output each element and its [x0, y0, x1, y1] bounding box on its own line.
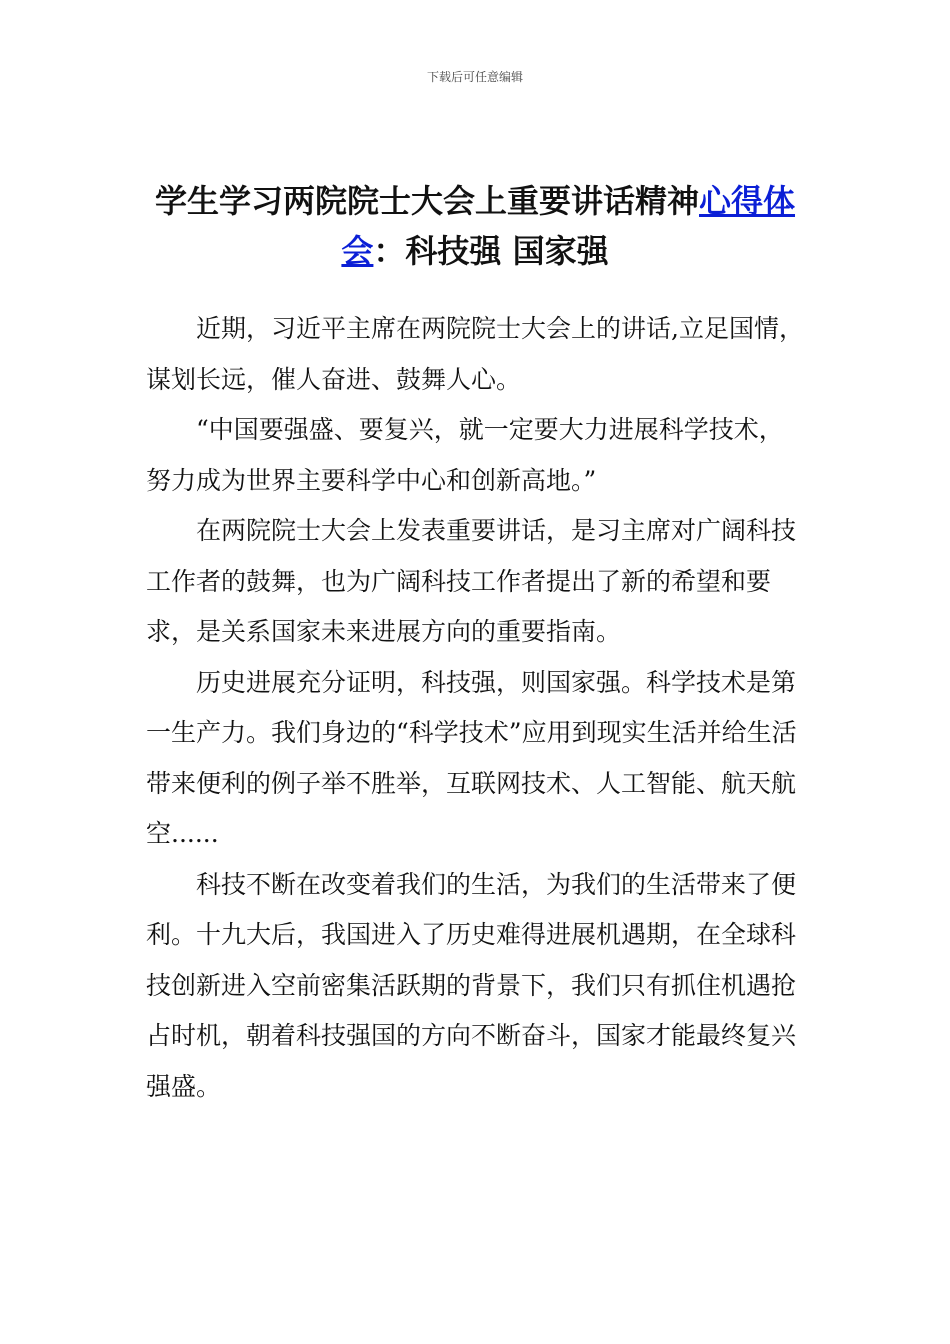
paragraph: 在两院院士大会上发表重要讲话，是习主席对广阔科技工作者的鼓舞，也为广阔科技工作者提出了新的希望和要求，是关系国家未来进展方向的重要指南。	[146, 516, 797, 646]
header-note: 下载后可任意编辑	[426, 70, 523, 84]
document-title	[140, 176, 810, 276]
document-body	[146, 304, 806, 1112]
title-text-part2: ：科技强 国家强	[373, 232, 609, 270]
paragraph: 近期，习近平主席在两院院士大会上的讲话,立足国情，谋划长远，催人奋进、鼓舞人心。	[146, 314, 804, 394]
paragraph: 历史进展充分证明，科技强，则国家强。科学技术是第一生产力。我们身边的“科学技术”应用到现实生活并给生活带来便利的例子举不胜举，互联网技术、人工智能、航天航空......	[146, 667, 797, 848]
title-text-part1: 学生学习两院院士大会上重要讲话精神	[154, 182, 699, 220]
paragraph-quote: “中国要强盛、要复兴，就一定要大力进展科学技术，努力成为世界主要科学中心和创新高地。”	[146, 415, 784, 495]
paragraph: 科技不断在改变着我们的生活，为我们的生活带来了便利。十九大后，我国进入了历史难得进展机遇期，在全球科技创新进入空前密集活跃期的背景下，我们只有抓住机遇抢占时机，朝着科技强国的方向不断奋斗，国家才能最终复兴强盛。	[146, 869, 797, 1101]
title-link[interactable]: 心得体会	[341, 182, 796, 270]
